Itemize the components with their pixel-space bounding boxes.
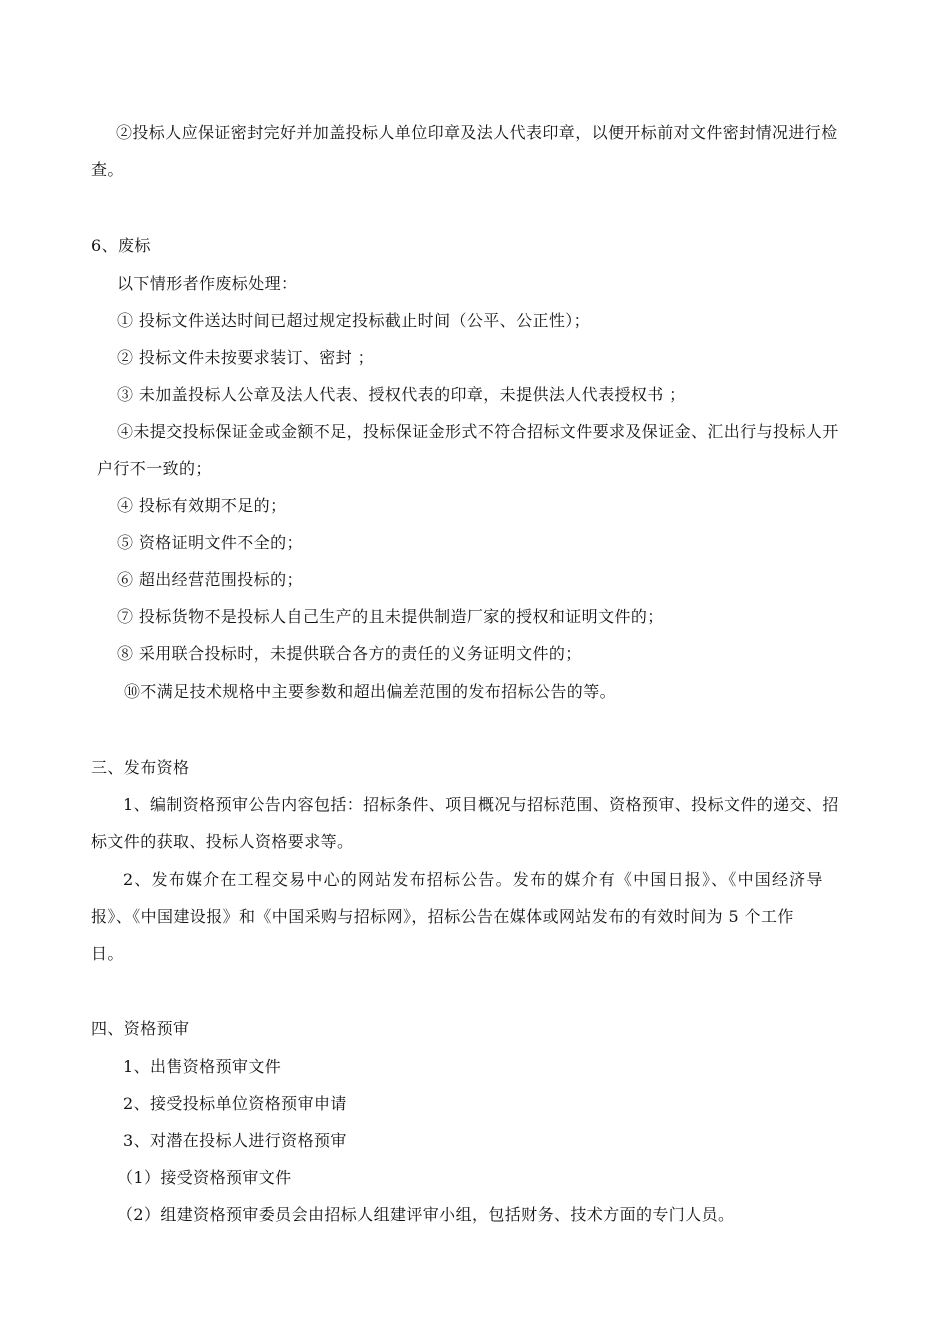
list-item: （1）接受资格预审文件	[117, 1168, 292, 1187]
list-item: ⑥ 超出经营范围投标的；	[117, 570, 303, 589]
list-item: ⑧ 采用联合投标时，未提供联合各方的责任的义务证明文件的；	[117, 644, 582, 663]
paragraph-line: 查。	[91, 160, 124, 179]
paragraph-line: 日。	[91, 944, 124, 963]
list-item: ⑩不满足技术规格中主要参数和超出偏差范围的发布招标公告的等。	[124, 682, 617, 701]
list-item: ⑤ 资格证明文件不全的；	[117, 533, 303, 552]
list-item: ③ 未加盖投标人公章及法人代表、授权代表的印章，未提供法人代表授权书 ；	[117, 385, 686, 404]
paragraph-line: 报》、《中国建设报》和《中国采购与招标网》，招标公告在媒体或网站发布的有效时间为 5 个工作	[91, 907, 794, 926]
paragraph-line: 标文件的获取、投标人资格要求等。	[91, 832, 354, 851]
paragraph-line: ②投标人应保证密封完好并加盖投标人单位印章及法人代表印章，以便开标前对文件密封情况进行检	[116, 123, 838, 142]
paragraph-line: 2、发布媒介在工程交易中心的网站发布招标公告。发布的媒介有《中国日报》、《中国经济导	[123, 870, 824, 889]
list-item: 2、接受投标单位资格预审申请	[123, 1094, 347, 1113]
paragraph-line: 以下情形者作废标处理：	[117, 274, 298, 293]
list-item: 户行不一致的；	[97, 459, 212, 478]
paragraph-line: 1、编制资格预审公告内容包括：招标条件、项目概况与招标范围、资格预审、投标文件的递交、招	[123, 795, 839, 814]
list-item: 3、对潜在投标人进行资格预审	[123, 1131, 347, 1150]
list-item: ⑦ 投标货物不是投标人自己生产的且未提供制造厂家的授权和证明文件的；	[117, 607, 664, 626]
list-item: （2）组建资格预审委员会由招标人组建评审小组，包括财务、技术方面的专门人员。	[117, 1205, 735, 1224]
list-item: ④未提交投标保证金或金额不足，投标保证金形式不符合招标文件要求及保证金、汇出行与投标人开	[117, 422, 839, 441]
list-item: ② 投标文件未按要求装订、密封 ；	[117, 348, 374, 367]
list-item: ① 投标文件送达时间已超过规定投标截止时间（公平、公正性）；	[117, 311, 591, 330]
section-heading: 四、资格预审	[91, 1019, 190, 1038]
section-heading: 6、废标	[91, 236, 151, 255]
list-item: 1、出售资格预审文件	[123, 1057, 282, 1076]
list-item: ④ 投标有效期不足的；	[117, 496, 287, 515]
section-heading: 三、发布资格	[91, 758, 190, 777]
